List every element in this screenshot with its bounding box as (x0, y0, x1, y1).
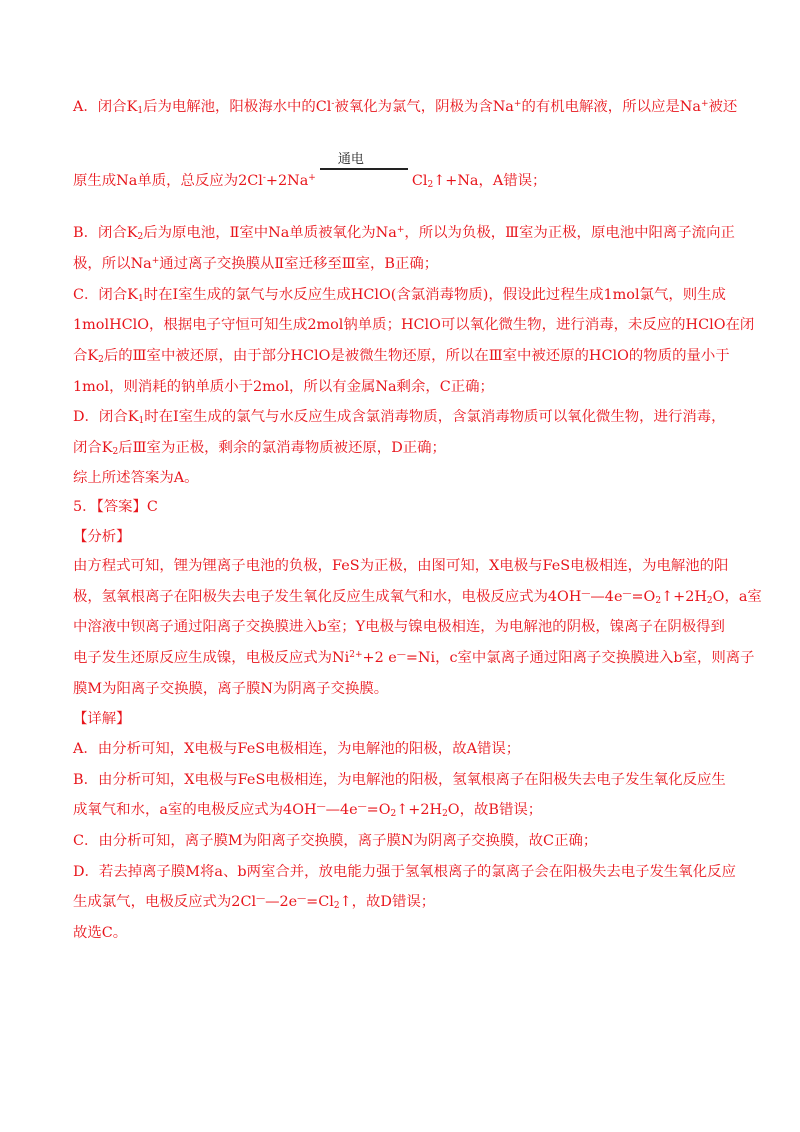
option-d-line-2: 闭合$K_2$后Ⅲ室为正极，剩余的氯消毒物质被还原，D正确； (73, 440, 446, 457)
detail-d-line-2: 生成氯气，电极反应式为$2Cl^——2e^—=Cl_2↑$，故D错误； (73, 894, 436, 911)
reaction-condition-label: 通电 (337, 152, 364, 167)
detail-b-line-1: B．由分析可知，X电极与FeS电极相连，为电解池的阳极，氢氧根离子在阳极失去电子发生氧化反应生 (73, 772, 726, 788)
detail-c-line: C．由分析可知，离子膜M为阳离子交换膜，离子膜N为阴离子交换膜，故C正确； (73, 833, 598, 849)
answer-5-line: 5．【答案】C (73, 499, 158, 515)
analysis-line-3: 中溶液中钡离子通过阳离子交换膜进入b室；Y电极与镍电极相连，为电解池的阴极，镍离子在阴极得到 (73, 619, 725, 635)
option-a-line-1: A．闭合$K_1$后为电解池，阳极海水中的Cl-被氧化为氯气，阴极为含Na+的有机电解液，所以应是Na+被还 (73, 99, 738, 116)
analysis-line-2: 极，氢氧根离子在阳极失去电子发生氧化反应生成氧气和水，电极反应式为$4OH^——4e^—=O_2↑+2H_2O$，a室 (73, 589, 762, 606)
option-a-line-2: 原生成Na单质，总反应为2Cl-+2Na+ 通电 $Cl_2↑+Na$，A错误； (73, 152, 547, 190)
option-c-line-1: C．闭合$K_1$时在Ⅰ室生成的氯气与水反应生成HClO(含氯消毒物质)，假设此过程生成1mol氯气，则生成 (73, 287, 726, 304)
detail-a-line: A．由分析可知，X电极与FeS电极相连，为电解池的阳极，故A错误； (73, 741, 521, 757)
analysis-line-1: 由方程式可知，锂为锂离子电池的负极，FeS为正极，由图可知，X电极与FeS电极相连，为电解池的阳 (73, 558, 729, 574)
detail-b-line-2: 成氧气和水，a室的电极反应式为$4OH^——4e^—=O_2↑+2H_2O$，故B错误； (73, 802, 543, 819)
option-b-line-2: 极，所以Na+通过离子交换膜从Ⅱ室迁移至Ⅲ室，B正确； (73, 256, 439, 272)
reaction-condition-arrow (316, 152, 412, 190)
analysis-line-5: 膜M为阳离子交换膜，离子膜N为阴离子交换膜。 (73, 681, 389, 697)
detail-heading: 【详解】 (73, 711, 131, 727)
option-c-line-3: 合$K_2$后的Ⅲ室中被还原，由于部分HClO是被微生物还原，所以在Ⅲ室中被还原的HClO的物质的量小于 (73, 348, 730, 365)
summary-line: 综上所述答案为A。 (73, 470, 199, 486)
reaction-condition-bar (320, 168, 408, 170)
option-d-line-1: D．闭合$K_1$时在Ⅰ室生成的氯气与水反应生成含氯消毒物质，含氯消毒物质可以氧化微生物，进行消毒， (73, 409, 726, 426)
option-b-line-1: B．闭合$K_2$后为原电池，Ⅱ室中Na单质被氧化为Na+，所以为负极，Ⅲ室为正极，原电池中阳离子流向正 (73, 225, 735, 242)
analysis-heading: 【分析】 (73, 529, 131, 545)
final-line: 故选C。 (73, 925, 128, 941)
detail-d-line-1: D．若去掉离子膜M将a、b两室合并，放电能力强于氢氧根离子的氯离子会在阳极失去电子发生氧化反应 (73, 864, 736, 880)
option-c-line-2: 1molHClO，根据电子守恒可知生成2mol钠单质；HClO可以氧化微生物，进行消毒，未反应的HClO在闭 (73, 317, 755, 333)
option-c-line-4: 1mol，则消耗的钠单质小于2mol，所以有金属Na剩余，C正确； (73, 379, 494, 395)
analysis-line-4: 电子发生还原反应生成镍，电极反应式为$Ni^{2+}+2$ e—=Ni，c室中氯离子通过阳离子交换膜进入b室，则离子 (73, 650, 755, 666)
